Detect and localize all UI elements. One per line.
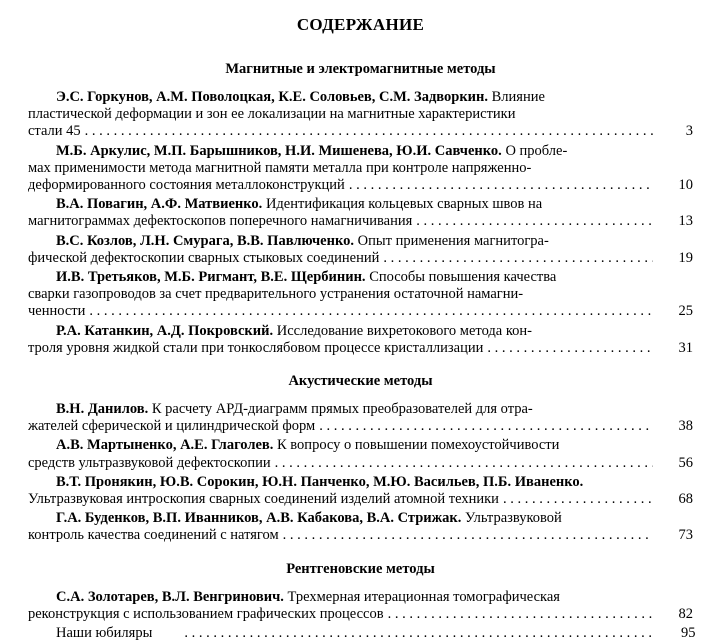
entry-title-text: Идентификация кольцевых сварных швов на <box>262 196 543 213</box>
toc-entry[interactable] <box>28 625 696 642</box>
entry-authors: И.В. Третьяков, М.Б. Ригмант, В.Е. Щербинин. <box>56 269 366 286</box>
toc-entry[interactable] <box>28 510 693 544</box>
entry-first-line <box>28 437 693 454</box>
entry-last-line: троля уровня жидкой стали при тонкослябовом процессе кристаллизации . . . <box>28 340 653 357</box>
entry-first-line <box>28 323 693 340</box>
entry-title-text: сварки газопроводов за счет предварительного устранения остаточной намагни- <box>28 286 524 303</box>
entry-title-text: Ультразвуковой <box>461 510 562 527</box>
entry-title-text: Влияние <box>488 89 545 105</box>
entry-first-line <box>28 269 693 286</box>
page-number: 19 <box>678 249 693 266</box>
entry-first-line <box>28 89 693 106</box>
entry-last-line: деформированного состояния металлоконструкций . . . <box>28 177 653 194</box>
entry-last-line: ченности . . . <box>28 303 653 320</box>
entry-authors: В.А. Повагин, А.Ф. Матвиенко. <box>56 196 263 213</box>
page-title: СОДЕРЖАНИЕ <box>296 15 425 34</box>
entry-title-text: пластической деформации и зон ее локализации на магнитные характеристики <box>28 106 516 123</box>
page-number: 10 <box>678 177 693 194</box>
entry-authors: М.Б. Аркулис, М.П. Барышников, Н.И. Мишенева, Ю.И. Савченко. <box>56 142 502 159</box>
entry-authors: С.А. Золотарев, В.Л. Венгринович. <box>56 588 284 605</box>
entry-last-line: контроль качества соединений с натягом . . . <box>28 527 653 544</box>
toc-entry[interactable] <box>28 401 693 435</box>
entry-title-text: Опыт применения магнитогра- <box>354 232 549 249</box>
entry-title-text: К расчету АРД-диаграмм прямых преобразователей для отра- <box>148 401 533 418</box>
entry-first-line <box>28 143 693 160</box>
page-number: 95 <box>681 625 696 642</box>
entry-last-line: стали 45 . . . <box>28 123 653 140</box>
entry-last-line: Ультразвуковая интроскопия сварных соединений изделий атомной техники . . . <box>28 491 653 508</box>
entry-authors: А.В. Мартыненко, А.Е. Глаголев. <box>56 437 274 454</box>
toc-entry[interactable] <box>28 143 693 195</box>
toc-entry[interactable] <box>28 196 693 230</box>
entry-last-line: Наши юбиляры . . . <box>28 625 653 642</box>
toc-entry[interactable] <box>28 233 693 267</box>
page-number: 68 <box>678 491 693 508</box>
entry-title-text: Трехмерная итерационная томографическая <box>283 588 560 605</box>
entry-last-line: фической дефектоскопии сварных стыковых соединений . . . <box>28 250 653 267</box>
page-number: 13 <box>678 213 693 230</box>
page-number: 25 <box>678 303 693 320</box>
entry-title-text: К вопросу о повышении помехоустойчивости <box>273 437 560 454</box>
entry-last-line: магнитограммах дефектоскопов поперечного намагничивания . . . <box>28 213 653 230</box>
toc-entry[interactable] <box>28 589 693 623</box>
entry-authors: Р.А. Катанкин, А.Д. Покровский. <box>56 322 274 339</box>
page-number: 56 <box>678 454 693 471</box>
page-number: 31 <box>678 339 693 356</box>
entry-first-line <box>28 589 693 606</box>
entry-first-line <box>28 401 693 418</box>
entry-authors: В.С. Козлов, Л.Н. Смурага, В.В. Павлюченко. <box>56 232 355 249</box>
toc-entry[interactable] <box>28 89 693 141</box>
entry-title-text: мах применимости метода магнитной памяти металла при контроле напряженно- <box>28 159 532 176</box>
entry-first-line <box>28 510 693 527</box>
entry-authors: В.Т. Пронякин, Ю.В. Сорокин, Ю.Н. Панченко, М.Ю. Васильев, П.Б. Иваненко. <box>56 473 584 490</box>
toc-entry[interactable] <box>28 323 693 357</box>
entry-title-text: О пробле- <box>501 142 568 159</box>
entry-title-text: Способы повышения качества <box>365 269 557 286</box>
toc-entry[interactable] <box>28 474 693 508</box>
page-number: 73 <box>678 527 693 544</box>
entry-authors: В.Н. Данилов. <box>56 401 149 418</box>
entry-first-line <box>28 196 693 213</box>
section-heading: Акустические методы <box>288 373 433 390</box>
toc-entry[interactable] <box>28 269 693 321</box>
page-number: 3 <box>685 123 693 140</box>
page-number: 38 <box>678 418 693 435</box>
entry-last-line: жателей сферической и цилиндрической форм . . . <box>28 418 653 435</box>
entry-first-line <box>28 233 693 250</box>
entry-last-line: реконструкция с использованием графических процессов . . . <box>28 606 653 623</box>
entry-title-text: Исследование вихретокового метода кон- <box>273 322 532 339</box>
entry-authors: Г.А. Буденков, В.П. Иванников, А.В. Кабакова, В.А. Стрижак. <box>56 510 462 527</box>
section-heading: Рентгеновские методы <box>286 560 435 577</box>
entry-last-line: средств ультразвуковой дефектоскопии . . . <box>28 455 653 472</box>
section-heading: Магнитные и электромагнитные методы <box>225 61 496 77</box>
toc-entry[interactable] <box>28 437 693 471</box>
entry-authors: Э.С. Горкунов, А.М. Поволоцкая, К.Е. Соловьев, С.М. Задворкин. <box>56 89 489 105</box>
toc-list <box>28 37 696 642</box>
page-number: 82 <box>678 605 693 622</box>
